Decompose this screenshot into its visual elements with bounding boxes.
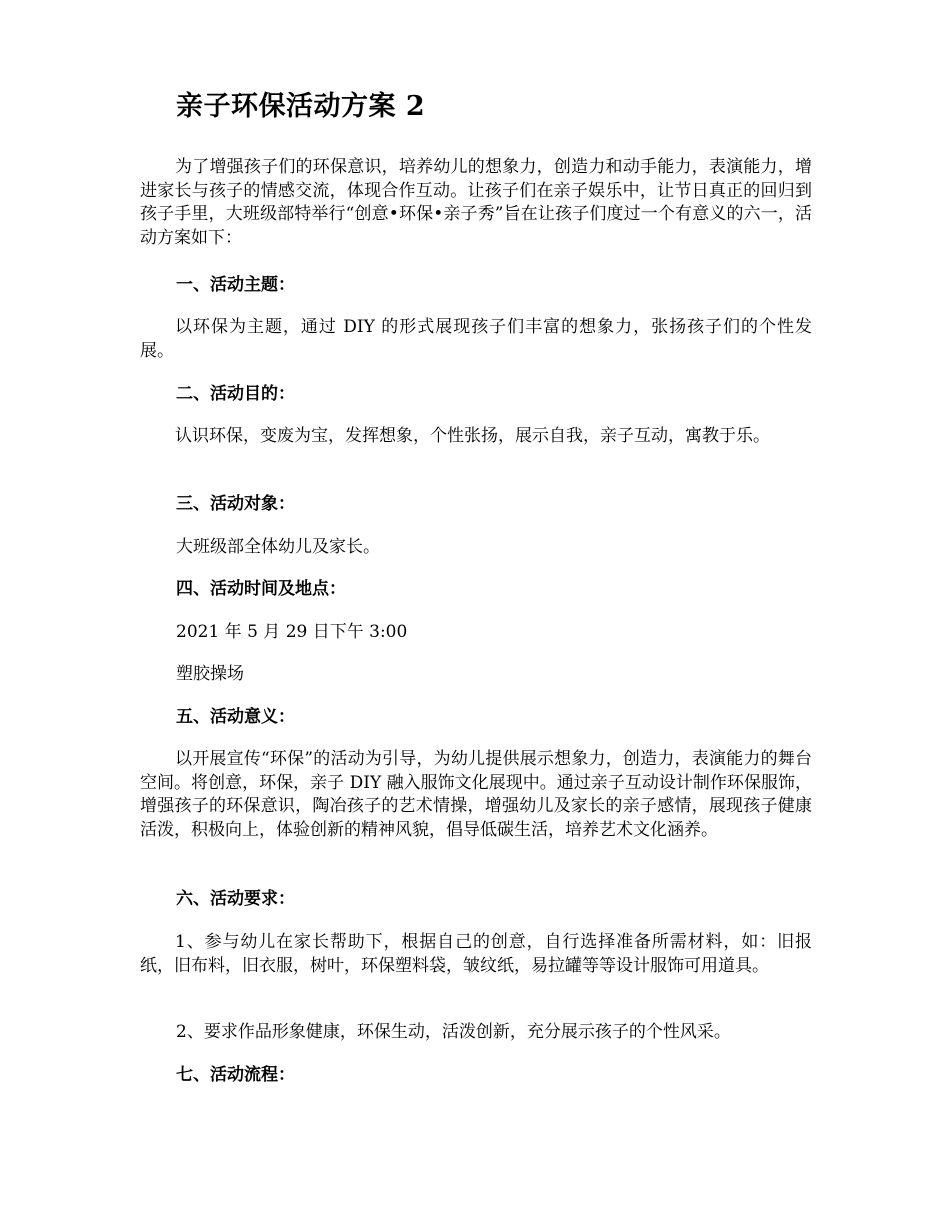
intro-paragraph: 为了增强孩子们的环保意识，培养幼儿的想象力，创造力和动手能力，表演能力，增进家长与孩子的情感交流，体现合作互动。让孩子们在亲子娱乐中，让节日真正的回归到孩子手里，大班级部特举行“创意•环保•亲子秀”旨在让孩子们度过一个有意义的六一，活动方案如下： bbox=[140, 157, 812, 248]
section-text-significance: 以开展宣传“环保”的活动为引导，为幼儿提供展示想象力，创造力，表演能力的舞台空间。将创意，环保，亲子 DIY 融入服饰文化展现中。通过亲子互动设计制作环保服饰，增强孩子的环保意识，陶冶孩子的艺术情操，增强幼儿及家长的亲子感情，展现孩子健康活泼，积极向上，体验创新的精神风貌，倡导低碳生活，培养艺术文化涵养。 bbox=[140, 749, 812, 840]
requirement-item-1: 1、参与幼儿在家长帮助下，根据自己的创意，自行选择准备所需材料，如：旧报纸，旧布料，旧衣服，树叶，环保塑料袋，皱纹纸，易拉罐等等设计服饰可用道具。 bbox=[140, 932, 812, 976]
section-heading-process: 七、活动流程： bbox=[176, 1065, 295, 1085]
event-time: 2021 年 5 月 29 日下午 3:00 bbox=[176, 622, 408, 642]
section-heading-audience: 三、活动对象： bbox=[176, 494, 295, 514]
requirement-item-2: 2、要求作品形象健康，环保生动，活泼创新，充分展示孩子的个性风采。 bbox=[176, 1022, 731, 1042]
section-text-theme: 以环保为主题，通过 DIY 的形式展现孩子们丰富的想象力，张扬孩子们的个性发展。 bbox=[140, 317, 812, 361]
section-heading-theme: 一、活动主题： bbox=[176, 275, 295, 295]
section-heading-requirements: 六、活动要求： bbox=[176, 889, 295, 909]
event-place: 塑胶操场 bbox=[176, 664, 244, 684]
document-title: 亲子环保活动方案 2 bbox=[176, 91, 426, 122]
section-heading-time-place: 四、活动时间及地点： bbox=[176, 579, 346, 599]
section-heading-significance: 五、活动意义： bbox=[176, 707, 295, 727]
section-text-audience: 大班级部全体幼儿及家长。 bbox=[176, 537, 380, 557]
section-heading-purpose: 二、活动目的： bbox=[176, 384, 295, 404]
section-text-purpose: 认识环保，变废为宝，发挥想象，个性张扬，展示自我，亲子互动，寓教于乐。 bbox=[175, 426, 770, 446]
